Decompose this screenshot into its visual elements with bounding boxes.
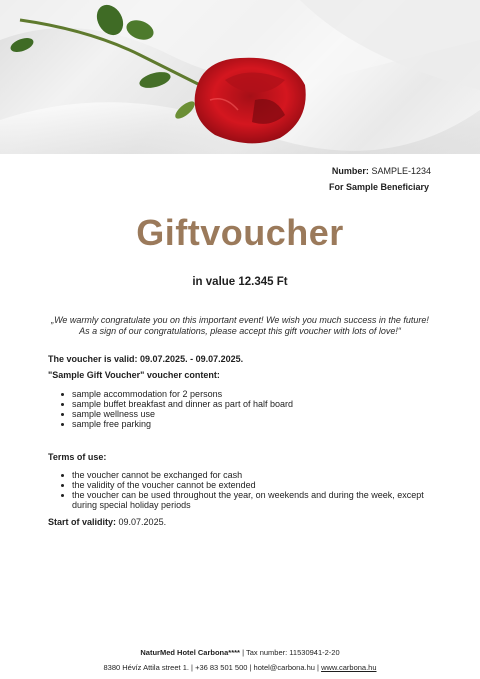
terms-title: Terms of use: [48, 452, 107, 462]
congratulation-text: „We warmly congratulate you on this important event! We wish you much success in the future! As a sign of our congratulations, please accept this gift voucher with lots of love!“ [51, 315, 429, 336]
rose-on-sheets-illustration [0, 0, 480, 154]
voucher-value [0, 276, 480, 288]
start-label: Start of validity: [48, 517, 117, 527]
hotel-name: NaturMed Hotel Carbona**** [140, 648, 240, 657]
list-item: sample free parking [48, 419, 428, 429]
list-item: the voucher can be used throughout the year, on weekends and during the week, except during special holiday periods [48, 490, 432, 510]
footer-hotel-line [0, 648, 480, 657]
voucher-title: Giftvoucher [136, 212, 344, 253]
terms-list [48, 470, 432, 510]
start-date: 09.07.2025. [118, 517, 167, 527]
beneficiary: For Sample Beneficiary [328, 182, 429, 192]
number-label: Number: [331, 166, 369, 176]
list-item: the voucher cannot be exchanged for cash [48, 470, 432, 480]
voucher-number [332, 166, 431, 176]
content-title: "Sample Gift Voucher" voucher content: [48, 370, 220, 380]
number-value: SAMPLE-1234 [371, 166, 431, 176]
value-label: in value [192, 276, 236, 288]
tax-number: | Tax number: 11530941-2-20 [242, 648, 340, 657]
list-item: sample wellness use [48, 409, 428, 419]
list-item: sample buffet breakfast and dinner as part of half board [48, 399, 428, 409]
rose-hero-image [0, 0, 480, 154]
content-list [48, 389, 428, 429]
footer-contact-line [0, 663, 480, 672]
list-item: sample accommodation for 2 persons [48, 389, 428, 399]
website-link[interactable]: www.carbona.hu [321, 663, 377, 672]
value-amount: 12.345 Ft [238, 276, 288, 288]
list-item: the validity of the voucher cannot be extended [48, 480, 432, 490]
start-of-validity [48, 517, 166, 527]
validity-period: The voucher is valid: 09.07.2025. - 09.07.2025. [48, 354, 244, 364]
contact-address: 8380 Hévíz Attila street 1. | +36 83 501 500 | hotel@carbona.hu | [103, 663, 319, 672]
